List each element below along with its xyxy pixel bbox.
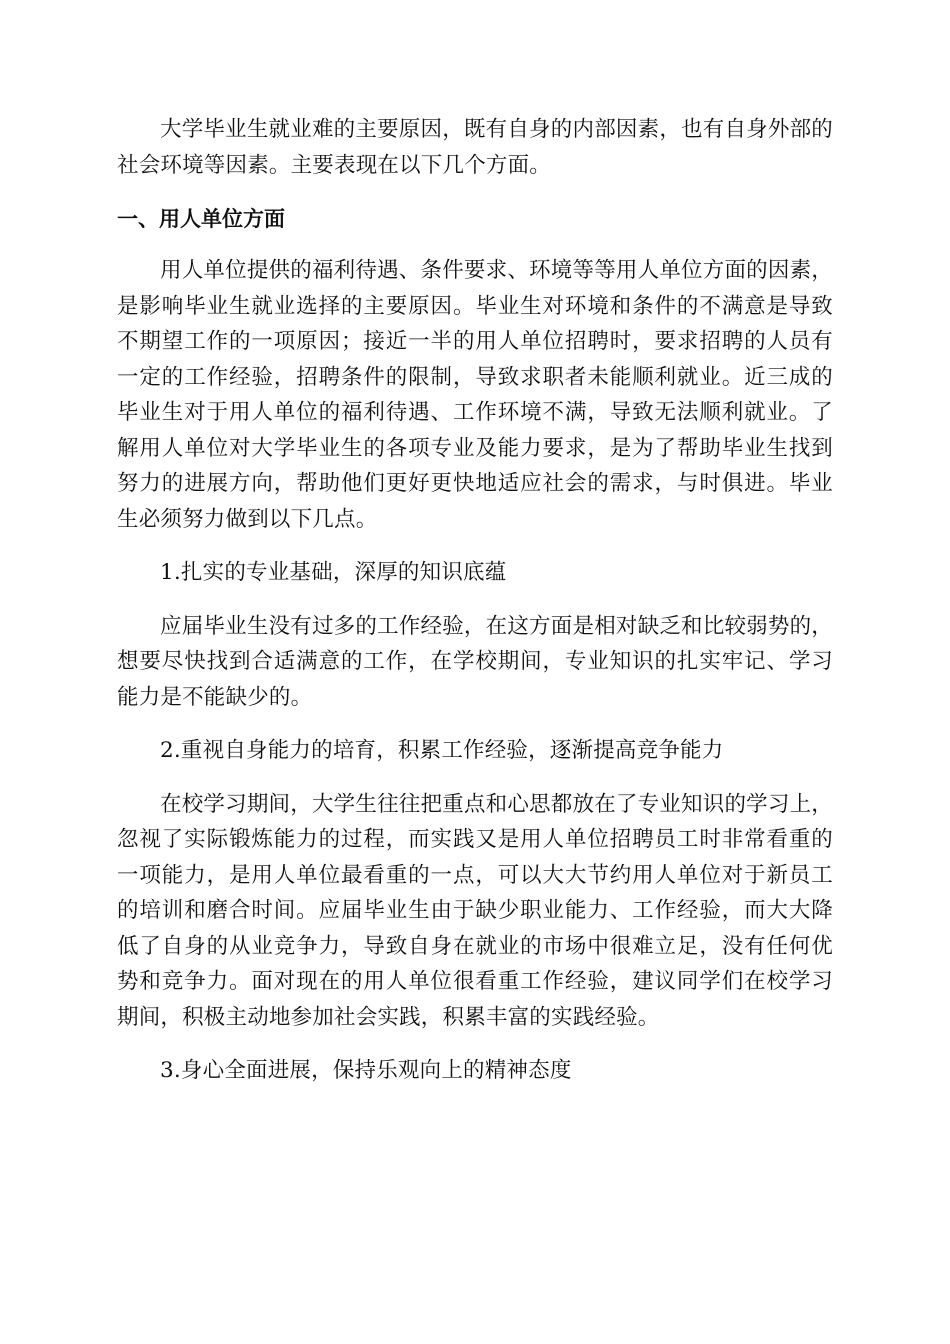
- point-3-title: 3.身心全面进展，保持乐观向上的精神态度: [160, 1058, 572, 1083]
- employer-paragraph: 用人单位提供的福利待遇、条件要求、环境等等用人单位方面的因素，是影响毕业生就业选择的主要原因。毕业生对环境和条件的不满意是导致不期望工作的一项原因；接近一半的用人单位招聘时，要求招聘的人员有一定的工作经验，招聘条件的限制，导致求职者未能顺利就业。近三成的毕业生对于用人单位的福利待遇、工作环境不满，导致无法顺利就业。了解用人单位对大学毕业生的各项专业及能力要求，是为了帮助毕业生找到努力的进展方向，帮助他们更好更快地适应社会的需求，与时俱进。毕业生必须努力做到以下几点。: [117, 258, 833, 532]
- point-2-title: 2.重视自身能力的培育，积累工作经验，逐渐提高竞争能力: [160, 738, 724, 763]
- document-page: [117, 112, 833, 1107]
- point-2-paragraph: 在校学习期间，大学生往往把重点和心思都放在了专业知识的学习上，忽视了实际锻炼能力的过程，而实践又是用人单位招聘员工时非常看重的一项能力，是用人单位最看重的一点，可以大大节约用人单位对于新员工的培训和磨合时间。应届毕业生由于缺少职业能力、工作经验，而大大降低了自身的从业竞争力，导致自身在就业的市场中很难立足，没有任何优势和竞争力。面对现在的用人单位很看重工作经验，建议同学们在校学习期间，积极主动地参加社会实践，积累丰富的实践经验。: [117, 791, 833, 1030]
- point-1-paragraph: 应届毕业生没有过多的工作经验，在这方面是相对缺乏和比较弱势的，想要尽快找到合适满意的工作，在学校期间，专业知识的扎实牢记、学习能力是不能缺少的。: [117, 613, 833, 710]
- intro-paragraph: 大学毕业生就业难的主要原因，既有自身的内部因素，也有自身外部的社会环境等因素。主要表现在以下几个方面。: [117, 117, 833, 178]
- point-1-title: 1.扎实的专业基础，深厚的知识底蕴: [160, 560, 507, 585]
- section-heading-employer: 一、用人单位方面: [117, 207, 285, 231]
